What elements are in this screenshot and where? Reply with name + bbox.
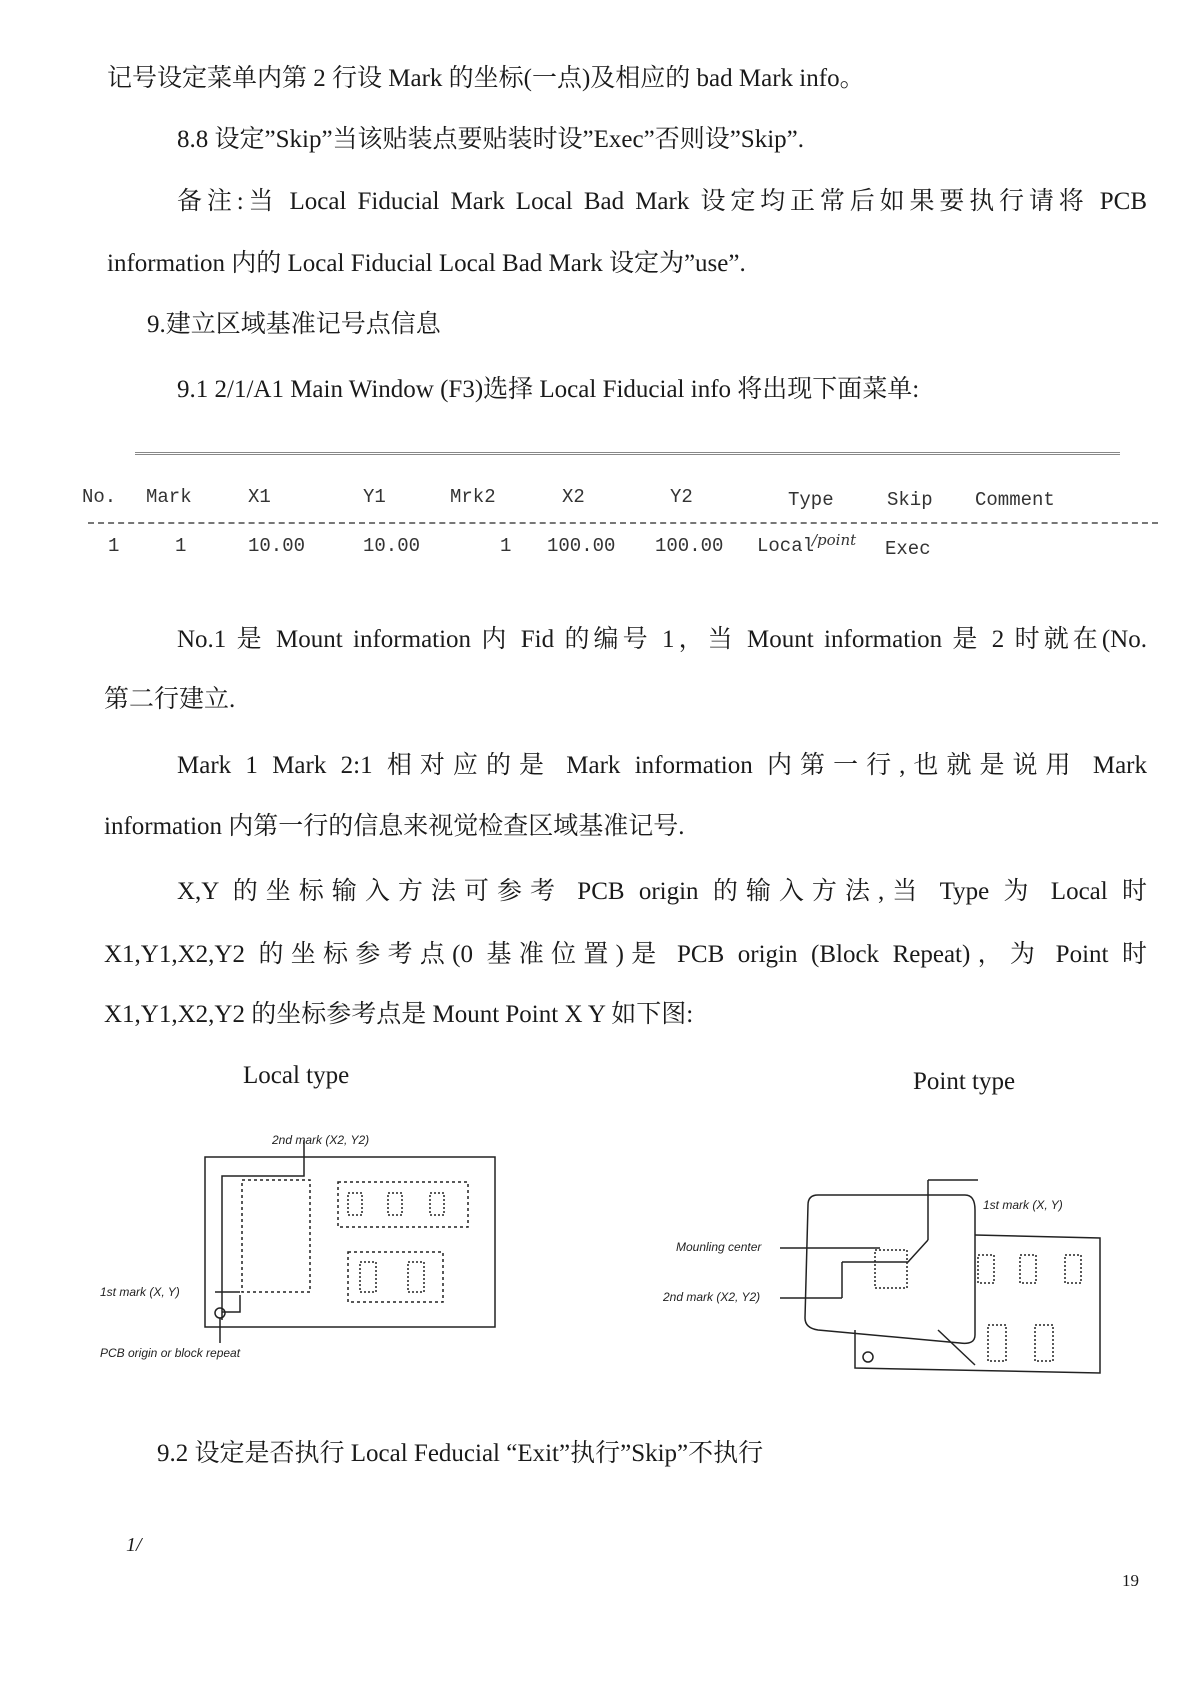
paragraph: 第二行建立. [104,686,236,713]
col-header: Skip [887,489,933,511]
figure-title-point: Point type [913,1068,1016,1095]
paragraph: X,Y 的坐标输入方法可参考 PCB origin 的输入方法,当 Type 为 Local 时 [177,878,1147,905]
col-header: X2 [562,486,585,508]
cell: Local [757,535,815,557]
paragraph: No.1 是 Mount information 内 Fid 的编号 1，当 Mount information 是 2 时就在(No. [177,626,1147,653]
handwritten-point: /point [812,531,857,549]
cell: 10.00 [248,535,306,557]
section-9-1: 9.1 2/1/A1 Main Window (F3)选择 Local Fiducial info 将出现下面菜单: [177,376,920,403]
heading-9: 9.建立区域基准记号点信息 [147,311,441,338]
figure-title-local: Local type [243,1062,350,1089]
col-header: Y2 [670,486,693,508]
page-number: 19 [1122,1571,1139,1590]
paragraph: information 内第一行的信息来视觉检查区域基准记号. [104,813,685,840]
paragraph: Mark 1 Mark 2:1 相对应的是 Mark information 内第一行,也就是说用 Mark [177,752,1147,779]
point-mount-center-label: Mounling center [676,1240,762,1254]
note: 备注:当 Local Fiducial Mark Local Bad Mark 设定均正常后如果要执行请将 PCB [177,188,1147,215]
col-header: Mrk2 [450,486,496,508]
margin-mark: 1/ [126,1534,142,1556]
paragraph: 记号设定菜单内第 2 行设 Mark 的坐标(一点)及相应的 bad Mark info。 [107,65,865,92]
paragraph: X1,Y1,X2,Y2 的坐标参考点(0 基准位置)是 PCB origin (Block Repeat)，为 Point 时 [104,941,1147,968]
cell: Exec [885,538,931,560]
local-1st-mark-label: 1st mark (X, Y) [100,1285,180,1299]
col-header: X1 [248,486,271,508]
point-2nd-mark-label: 2nd mark (X2, Y2) [663,1290,761,1304]
note-cont: information 内的 Local Fiducial Local Bad Mark 设定为”use”. [107,250,746,277]
col-header: Mark [146,486,192,508]
local-2nd-mark-label: 2nd mark (X2, Y2) [272,1133,370,1147]
section-8-8: 8.8 设定”Skip”当该贴装点要贴装时设”Exec”否则设”Skip”. [177,126,804,153]
col-header: Y1 [363,486,386,508]
col-header: Comment [975,489,1055,511]
cell: 1 [108,535,120,557]
section-9-2: 9.2 设定是否执行 Local Feducial “Exit”执行”Skip”不执行 [157,1440,764,1467]
point-1st-mark-label: 1st mark (X, Y) [983,1198,1063,1212]
paragraph: X1,Y1,X2,Y2 的坐标参考点是 Mount Point X Y 如下图: [104,1001,694,1028]
col-header: No. [82,486,117,508]
local-origin-label: PCB origin or block repeat [100,1346,241,1360]
cell: 10.00 [363,535,421,557]
cell: 100.00 [655,535,724,557]
cell: 100.00 [547,535,616,557]
cell: 1 [500,535,512,557]
cell: 1 [175,535,187,557]
col-header: Type [788,489,834,511]
